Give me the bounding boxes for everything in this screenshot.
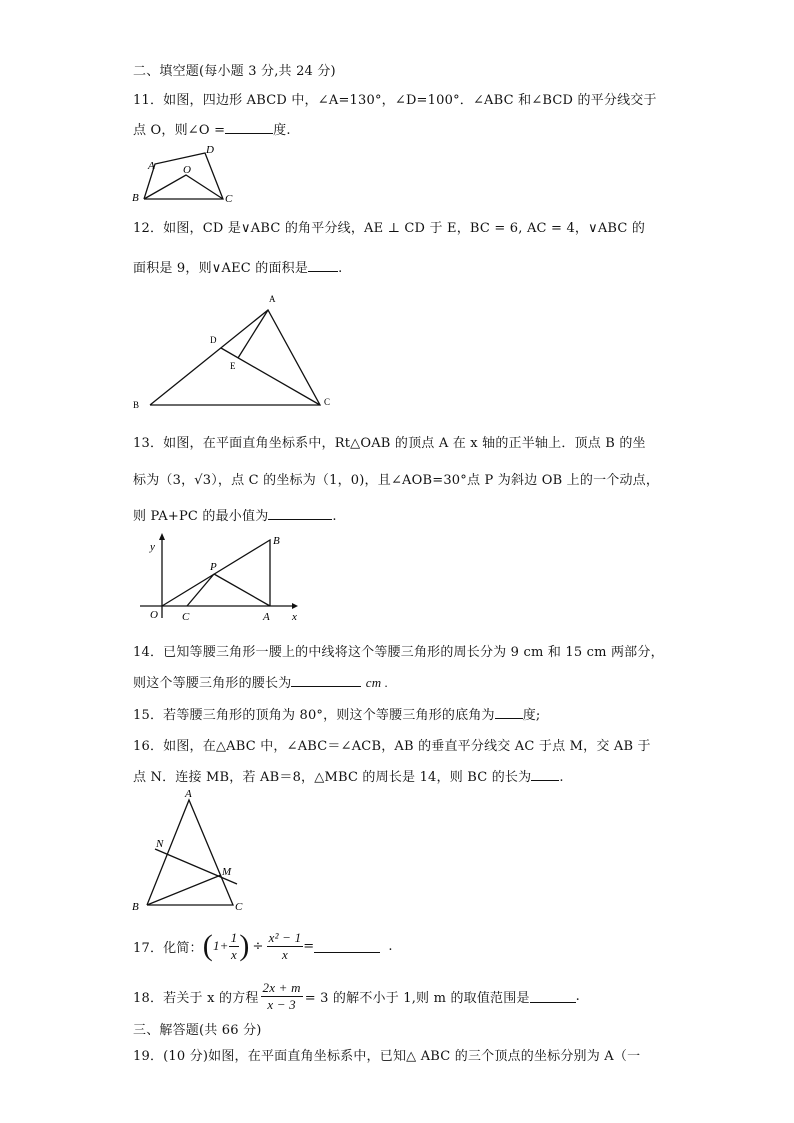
section-3-heading: 三、解答题(共 66 分) bbox=[133, 1023, 262, 1038]
q16-line2-end: . bbox=[559, 770, 564, 785]
q11-line1: 11．如图，四边形 ABCD 中，∠A=130°，∠D=100°．∠ABC 和∠BCD 的平分线交于 bbox=[133, 93, 657, 108]
q15-answer-blank[interactable] bbox=[495, 706, 523, 719]
q17-one: 1+ bbox=[212, 938, 229, 953]
q16-line2-text: 点 N．连接 MB，若 AB＝8，△MBC 的周长是 14，则 BC 的长为 bbox=[133, 770, 532, 785]
q18-mid: = 3 的解不小于 1,则 m 的取值范围是 bbox=[304, 990, 530, 1006]
q17-f1-den: x bbox=[231, 946, 237, 962]
q12-line2 bbox=[133, 257, 342, 276]
q13-label-c: C bbox=[182, 611, 190, 623]
q12-line2-text: 面积是 9，则∨AEC 的面积是 bbox=[133, 261, 309, 276]
q19-line1: 19．(10 分)如图，在平面直角坐标系中，已知△ ABC 的三个顶点的坐标分别为 A（一 bbox=[133, 1049, 641, 1064]
q18-f-num: 2x + m bbox=[262, 979, 301, 995]
q12-label-d: D bbox=[210, 335, 217, 345]
q11-label-o: O bbox=[183, 164, 191, 176]
q17-prefix: 17．化简： bbox=[133, 940, 203, 956]
q12-line1: 12．如图，CD 是∨ABC 的角平分线，AE ⊥ CD 于 E，BC = 6, AC = 4，∨ABC 的 bbox=[133, 221, 646, 236]
q16-label-m: M bbox=[222, 866, 232, 878]
q17-eq: = bbox=[303, 938, 315, 954]
q17-line bbox=[133, 925, 393, 967]
q14-line2-text: 则这个等腰三角形的腰长为 bbox=[133, 676, 292, 691]
q15-line bbox=[133, 704, 541, 723]
q15-text: 15．若等腰三角形的顶角为 80°，则这个等腰三角形的底角为 bbox=[133, 708, 495, 723]
q14-line2-unit: cm . bbox=[365, 675, 389, 690]
q14-line1: 14．已知等腰三角形一腰上的中线将这个等腰三角形的周长分为 9 cm 和 15 cm 两部分， bbox=[133, 645, 664, 660]
q13-answer-blank[interactable] bbox=[268, 507, 332, 520]
q16-label-c: C bbox=[235, 901, 243, 913]
q11-label-b: B bbox=[132, 192, 139, 204]
q16-label-a: A bbox=[185, 788, 192, 800]
q16-line2 bbox=[133, 766, 564, 785]
q11-label-d: D bbox=[206, 144, 214, 156]
q12-answer-blank[interactable] bbox=[308, 259, 338, 272]
q11-figure bbox=[130, 140, 250, 210]
q16-label-n: N bbox=[156, 838, 164, 850]
q13-line3-text: 则 PA+PC 的最小值为 bbox=[133, 509, 269, 524]
q17-left-paren: ( bbox=[202, 929, 213, 962]
q16-figure bbox=[130, 785, 250, 915]
q15-end: 度; bbox=[522, 708, 541, 723]
q18-fraction bbox=[261, 980, 303, 1013]
q14-answer-blank[interactable] bbox=[291, 674, 361, 687]
q13-line2: 标为（3，√3），点 C 的坐标为（1，0)，且∠AOB=30°点 P 为斜边 OB 上的一个动点， bbox=[133, 473, 660, 488]
q13-label-o: O bbox=[150, 609, 158, 621]
q17-f2-num: x² − 1 bbox=[268, 929, 302, 945]
section-2-heading: 二、填空题(每小题 3 分,共 24 分) bbox=[133, 64, 336, 79]
q18-f-den: x − 3 bbox=[267, 996, 296, 1012]
q13-line3 bbox=[133, 505, 337, 524]
q13-line1: 13．如图，在平面直角坐标系中，Rt△OAB 的顶点 A 在 x 轴的正半轴上．顶点 B 的坐 bbox=[133, 436, 646, 451]
q11-label-a: A bbox=[148, 160, 155, 172]
q18-end: . bbox=[575, 988, 580, 1004]
q13-label-y: y bbox=[150, 541, 155, 553]
q17-answer-blank[interactable] bbox=[314, 940, 380, 953]
q12-line2-end: . bbox=[338, 261, 343, 276]
q18-prefix: 18．若关于 x 的方程 bbox=[133, 990, 259, 1006]
q13-label-p: P bbox=[210, 561, 217, 573]
q17-end: . bbox=[388, 938, 393, 954]
q17-div: ÷ bbox=[252, 938, 264, 954]
q17-f2-den: x bbox=[281, 946, 288, 962]
q17-fraction-1 bbox=[229, 930, 240, 963]
q13-label-x: x bbox=[292, 611, 297, 623]
q17-right-paren: ) bbox=[239, 929, 250, 962]
q12-label-a: A bbox=[269, 294, 276, 304]
q11-line2-text: 点 O，则∠O = bbox=[133, 123, 226, 138]
q12-label-e: E bbox=[230, 361, 236, 371]
q11-label-c: C bbox=[225, 193, 233, 205]
q11-answer-blank[interactable] bbox=[225, 121, 273, 134]
q16-label-b: B bbox=[132, 901, 139, 913]
q13-label-a: A bbox=[263, 611, 270, 623]
q12-label-b: B bbox=[133, 400, 140, 410]
q16-line1: 16．如图，在△ABC 中，∠ABC＝∠ACB，AB 的垂直平分线交 AC 于点 M，交 AB 于 bbox=[133, 739, 651, 754]
q12-figure bbox=[130, 290, 340, 415]
q18-line bbox=[133, 978, 580, 1014]
q14-line2 bbox=[133, 672, 388, 691]
q16-answer-blank[interactable] bbox=[531, 768, 559, 781]
q13-line3-end: . bbox=[332, 509, 337, 524]
q13-figure bbox=[140, 530, 310, 625]
q11-line2-end: 度. bbox=[273, 123, 291, 138]
q17-fraction-2 bbox=[267, 930, 304, 963]
q11-line2 bbox=[133, 119, 291, 138]
q13-label-b: B bbox=[273, 535, 280, 547]
q18-answer-blank[interactable] bbox=[530, 990, 576, 1003]
q12-label-c: C bbox=[324, 397, 331, 407]
q17-f1-num: 1 bbox=[230, 929, 238, 945]
